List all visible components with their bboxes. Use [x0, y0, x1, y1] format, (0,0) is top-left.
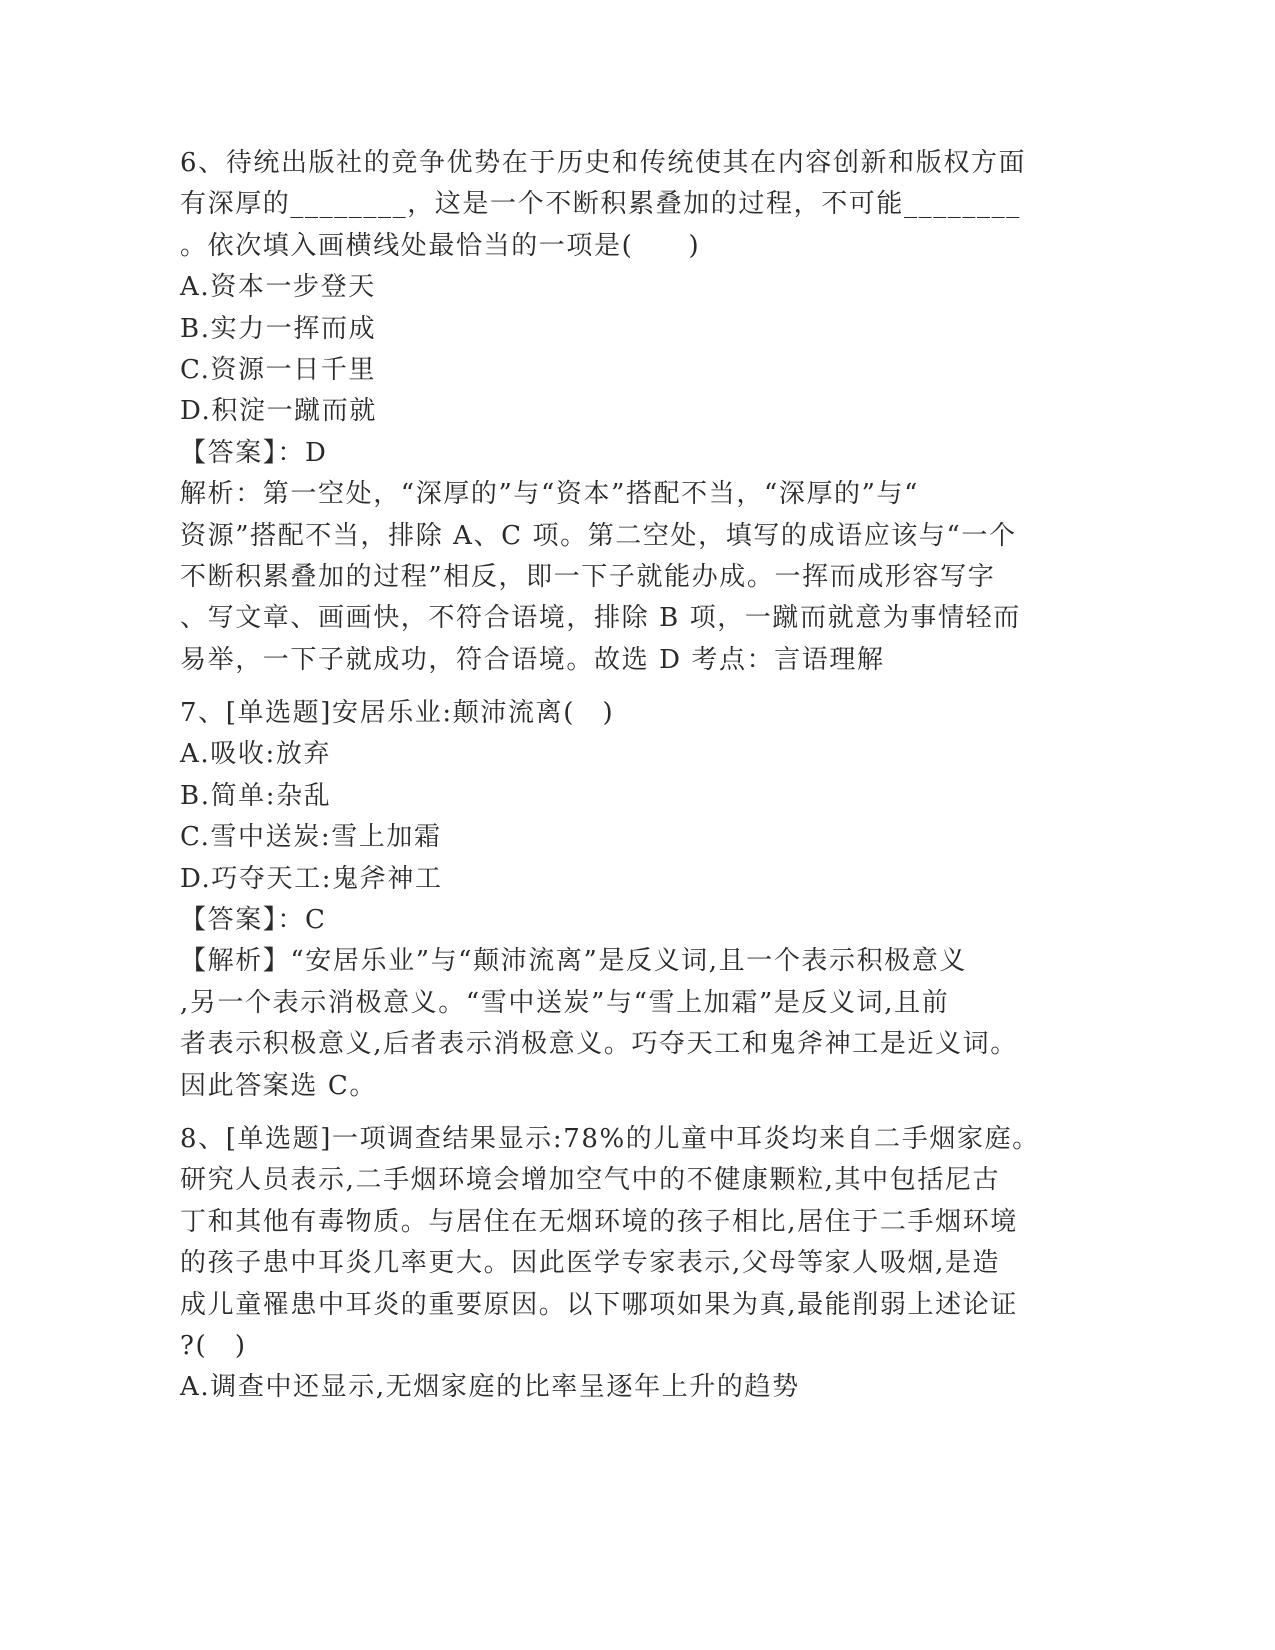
analysis-line: 易举，一下子就成功，符合语境。故选 D 考点：言语理解 [180, 644, 885, 675]
answer: 【答案】：C [180, 905, 327, 936]
analysis-line: 解析：第一空处，“深厚的”与“资本”搭配不当，“深厚的”与“ [180, 479, 920, 510]
question-stem: 成儿童罹患中耳炎的重要原因。以下哪项如果为真,最能削弱上述论证 [180, 1289, 1018, 1320]
analysis-line: 、写文章、画画快，不符合语境，排除 B 项，一蹴而就意为事情轻而 [180, 603, 1021, 634]
option-a: A.调查中还显示,无烟家庭的比率呈逐年上升的趋势 [180, 1372, 800, 1403]
question-stem: 。依次填入画横线处最恰当的一项是( ) [180, 230, 701, 261]
question-8 [180, 1119, 1080, 1409]
answer: 【答案】：D [180, 437, 328, 468]
analysis-line: ,另一个表示消极意义。“雪中送炭”与“雪上加霜”是反义词,且前 [180, 987, 950, 1018]
analysis-line: 【解析】“安居乐业”与“颠沛流离”是反义词,且一个表示积极意义 [180, 946, 968, 977]
option-b: B.简单:杂乱 [180, 780, 332, 811]
option-a: A.资本一步登天 [180, 272, 376, 303]
document-page [180, 143, 1080, 1409]
analysis-line: 者表示积极意义,后者表示消极意义。巧夺天工和鬼斧神工是近义词。 [180, 1029, 1018, 1060]
question-7 [180, 693, 1080, 1107]
option-d: D.积淀一蹴而就 [180, 396, 377, 427]
question-stem: 研究人员表示,二手烟环境会增加空气中的不健康颗粒,其中包括尼古 [180, 1165, 1001, 1196]
analysis-line: 资源”搭配不当，排除 A、C 项。第二空处，填写的成语应该与“一个 [180, 520, 1017, 551]
option-c: C.资源一日千里 [180, 354, 377, 385]
question-stem: 8、[单选题]一项调查结果显示:78%的儿童中耳炎均来自二手烟家庭。 [180, 1123, 1040, 1154]
question-stem: 丁和其他有毒物质。与居住在无烟环境的孩子相比,居住于二手烟环境 [180, 1206, 1018, 1237]
question-6 [180, 143, 1080, 681]
question-stem: 6、待统出版社的竞争优势在于历史和传统使其在内容创新和版权方面 [180, 148, 1027, 178]
analysis-line: 不断积累叠加的过程”相反，即一下子就能办成。一挥而成形容写字 [180, 561, 996, 592]
option-a: A.吸收:放弃 [180, 739, 332, 770]
question-stem: 7、[单选题]安居乐业:颠沛流离( ) [180, 698, 615, 729]
question-stem: ?( ) [180, 1330, 247, 1361]
question-stem: 的孩子患中耳炎几率更大。因此医学专家表示,父母等家人吸烟,是造 [180, 1248, 1001, 1279]
option-c: C.雪中送炭:雪上加霜 [180, 822, 442, 853]
option-d: D.巧夺天工:鬼斧神工 [180, 863, 443, 894]
question-stem: 有深厚的________，这是一个不断积累叠加的过程，不可能________ [180, 189, 1021, 220]
option-b: B.实力一挥而成 [180, 313, 377, 344]
analysis-line: 因此答案选 C。 [180, 1070, 377, 1101]
